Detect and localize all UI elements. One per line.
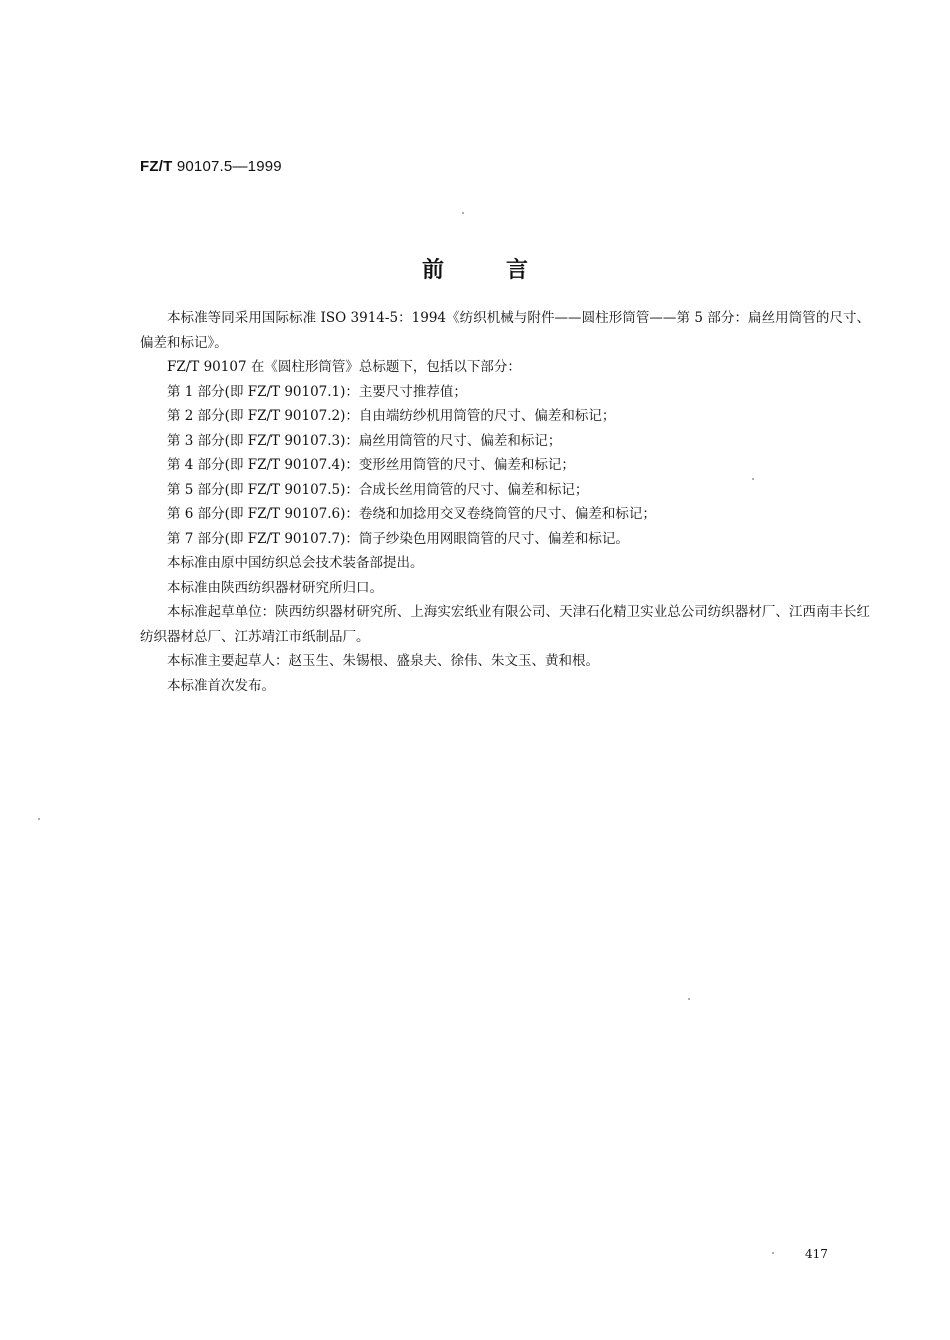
standard-code: FZ/T — [140, 158, 173, 175]
standard-number-header — [140, 158, 282, 175]
paragraph: 本标准主要起草人：赵玉生、朱锡根、盛泉夫、徐伟、朱文玉、黄和根。 — [167, 653, 599, 669]
paragraph: 第 2 部分(即 FZ/T 90107.2)：自由端纺纱机用筒管的尺寸、偏差和标记； — [167, 408, 616, 424]
paragraph: 第 4 部分(即 FZ/T 90107.4)：变形丝用筒管的尺寸、偏差和标记； — [167, 457, 575, 473]
paragraph: 本标准由陕西纺织器材研究所归口。 — [167, 579, 383, 596]
scan-speck — [462, 212, 464, 214]
scan-speck — [688, 998, 690, 1000]
paragraph: FZ/T 90107 在《圆柱形筒管》总标题下，包括以下部分： — [167, 359, 521, 375]
paragraph: 本标准由原中国纺织总会技术装备部提出。 — [167, 555, 424, 571]
paragraph: 本标准等同采用国际标准 ISO 3914-5：1994《纺织机械与附件——圆柱形筒管——第 5 部分：扁丝用筒管的尺寸、偏差和标记》。 — [140, 310, 870, 351]
paragraph: 本标准首次发布。 — [167, 677, 275, 694]
paragraph: 第 5 部分(即 FZ/T 90107.5)：合成长丝用筒管的尺寸、偏差和标记； — [167, 481, 589, 498]
scan-speck — [752, 478, 754, 480]
foreword-body — [140, 306, 870, 698]
page-number: 417 — [805, 1247, 828, 1261]
paragraph: 本标准起草单位：陕西纺织器材研究所、上海实宏纸业有限公司、天津石化精卫实业总公司纺织器材厂、江西南丰长红纺织器材总厂、江苏靖江市纸制品厂。 — [140, 604, 870, 645]
standard-number: 90107.5—1999 — [176, 158, 282, 175]
paragraph: 第 7 部分(即 FZ/T 90107.7)：筒子纱染色用网眼筒管的尺寸、偏差和标记。 — [167, 530, 629, 547]
paragraph: 第 1 部分(即 FZ/T 90107.1)：主要尺寸推荐值； — [167, 383, 467, 400]
scan-speck — [772, 1252, 774, 1254]
paragraph: 第 6 部分(即 FZ/T 90107.6)：卷绕和加捻用交叉卷绕筒管的尺寸、偏差和标记； — [167, 506, 656, 522]
section-title: 前言 — [421, 258, 590, 283]
scan-speck — [38, 818, 40, 820]
paragraph: 第 3 部分(即 FZ/T 90107.3)：扁丝用筒管的尺寸、偏差和标记； — [167, 432, 562, 449]
